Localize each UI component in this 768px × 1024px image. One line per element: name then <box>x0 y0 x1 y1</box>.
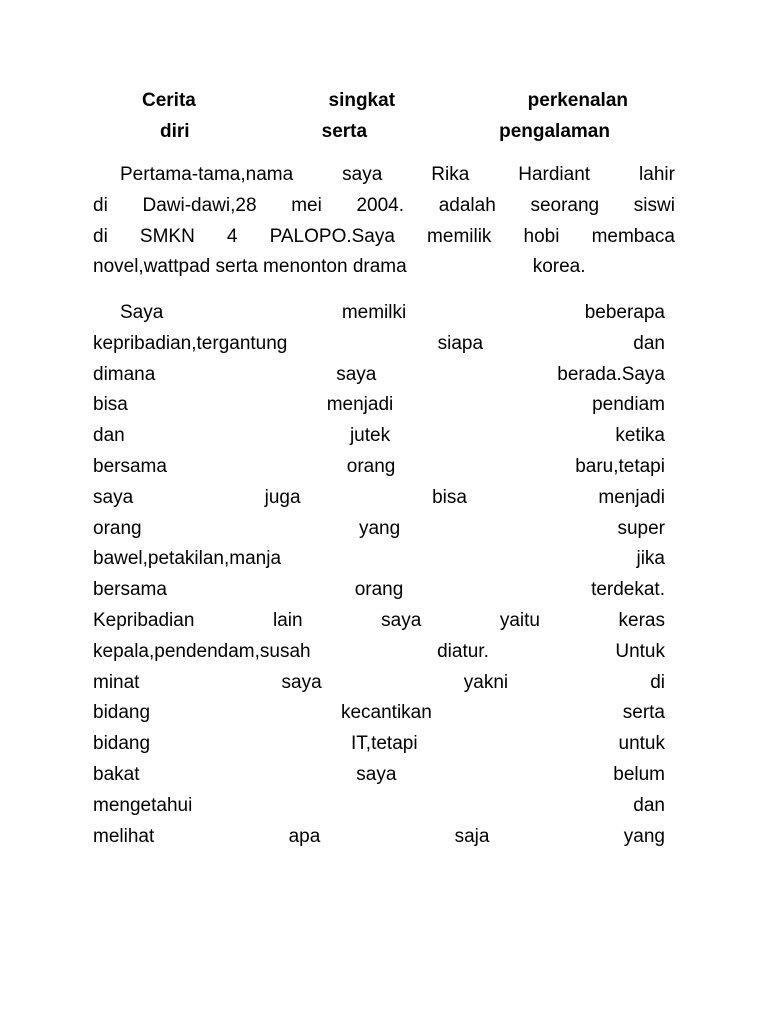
paragraph-line <box>93 824 665 855</box>
word: kecantikan <box>340 702 432 724</box>
paragraph-line <box>93 423 665 454</box>
word: PALOPO.Saya <box>269 225 395 247</box>
word: bakat <box>93 763 140 785</box>
title-line-2 <box>160 120 610 144</box>
word: yakni <box>463 671 509 693</box>
title-word: diri <box>160 121 190 142</box>
paragraph-line <box>93 362 665 393</box>
word: di <box>93 194 108 216</box>
word: orang <box>354 579 404 601</box>
word: di <box>93 225 108 247</box>
word: orang <box>346 455 396 477</box>
word: lahir <box>639 164 675 185</box>
word: lain <box>272 609 303 631</box>
word: diatur. <box>437 640 489 662</box>
paragraph-line <box>93 639 665 670</box>
paragraph-line <box>93 300 665 331</box>
word: keras <box>618 609 665 631</box>
word: orang <box>93 517 142 539</box>
word: siswi <box>633 194 675 216</box>
word: SMKN <box>139 225 195 247</box>
word: saya <box>281 671 322 693</box>
paragraph-line <box>93 516 665 547</box>
word: baru,tetapi <box>575 455 665 477</box>
title-word: serta <box>321 121 368 142</box>
word: Untuk <box>615 640 665 662</box>
paragraph-line <box>93 608 665 639</box>
paragraph-line <box>93 224 675 255</box>
paragraph-line <box>93 762 665 793</box>
paragraph-line <box>93 700 665 731</box>
title-word: Cerita <box>142 90 196 111</box>
word: korea. <box>532 256 586 278</box>
word: saja <box>454 825 490 847</box>
word: saya <box>336 363 377 385</box>
paragraph-line <box>93 793 665 824</box>
word: berada.Saya <box>557 363 665 385</box>
word: kepribadian,tergantung <box>93 332 288 354</box>
word: hobi <box>523 225 560 247</box>
word: minat <box>93 671 140 693</box>
word: memilik <box>427 225 492 247</box>
paragraph-line <box>93 454 665 485</box>
word: dan <box>93 425 125 447</box>
word: dimana <box>93 363 156 385</box>
word: jika <box>636 548 665 570</box>
word: bidang <box>93 733 151 755</box>
word: jutek <box>349 425 391 447</box>
word: Rika <box>431 164 470 185</box>
word: yaitu <box>499 609 540 631</box>
paragraph-line <box>93 392 665 423</box>
paragraph-1 <box>93 162 675 285</box>
title-word: pengalaman <box>499 121 610 142</box>
word: juga <box>264 486 301 508</box>
word: seorang <box>530 194 600 216</box>
word: terdekat. <box>591 579 665 601</box>
word: kepala,pendendam,susah <box>93 640 311 662</box>
paragraph-2 <box>93 300 665 854</box>
word: apa <box>288 825 321 847</box>
title-word: perkenalan <box>527 90 628 111</box>
title-word: singkat <box>328 90 396 111</box>
word: beberapa <box>584 302 665 323</box>
word: membaca <box>591 225 675 247</box>
word: Pertama-tama,nama <box>120 164 294 185</box>
word: bersama <box>93 455 167 477</box>
word: Kepribadian <box>93 609 195 631</box>
paragraph-line <box>93 546 665 577</box>
paragraph-line <box>93 254 675 285</box>
title-line-1 <box>142 89 628 113</box>
word: di <box>650 671 665 693</box>
word: untuk <box>618 733 665 755</box>
word: mengetahui <box>93 794 193 816</box>
word: adalah <box>438 194 496 216</box>
word: 2004. <box>356 194 405 216</box>
word: yang <box>358 517 401 539</box>
word: Hardiant <box>518 164 591 185</box>
word: bidang <box>93 702 151 724</box>
word: dan <box>633 794 665 816</box>
word: serta <box>622 702 665 724</box>
word: saya <box>93 486 134 508</box>
word: yang <box>623 825 665 847</box>
word: menjadi <box>326 394 394 416</box>
word: bawel,petakilan,manja <box>93 548 282 570</box>
word: bisa <box>93 394 128 416</box>
word: belum <box>613 763 665 785</box>
word: siapa <box>437 332 484 354</box>
paragraph-line <box>93 162 675 193</box>
paragraph-line <box>93 193 675 224</box>
word: mei <box>291 194 322 216</box>
word: menjadi <box>598 486 665 508</box>
word: novel,wattpad serta menonton drama <box>93 256 407 278</box>
word: bersama <box>93 579 167 601</box>
word: dan <box>633 332 665 354</box>
word: saya <box>342 164 383 185</box>
spacer <box>407 254 533 285</box>
word: saya <box>356 763 397 785</box>
word: memilki <box>341 302 407 323</box>
paragraph-line <box>93 670 665 701</box>
word: pendiam <box>592 394 665 416</box>
word: Dawi-dawi,28 <box>142 194 257 216</box>
word: super <box>617 517 665 539</box>
word: melihat <box>93 825 155 847</box>
paragraph-line <box>93 577 665 608</box>
word: 4 <box>226 225 238 247</box>
word: ketika <box>615 425 665 447</box>
word: saya <box>381 609 422 631</box>
paragraph-line <box>93 331 665 362</box>
word: bisa <box>432 486 467 508</box>
paragraph-line <box>93 731 665 762</box>
word: Saya <box>120 302 164 323</box>
paragraph-line <box>93 485 665 516</box>
word: IT,tetapi <box>351 733 418 755</box>
